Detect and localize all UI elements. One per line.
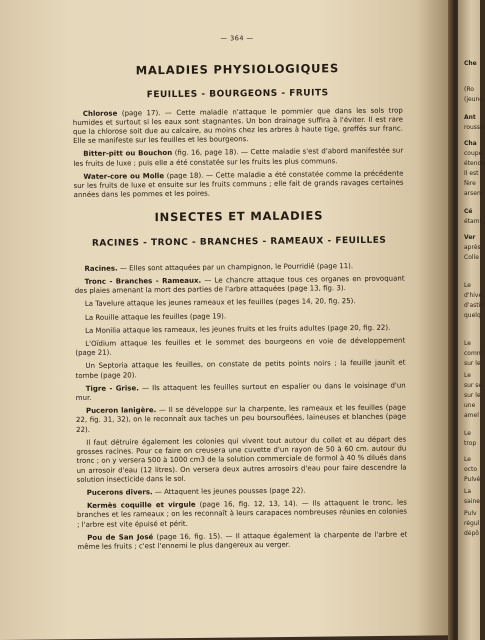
entry-text: La Monilia attaque les rameaux, les jeunes fruits et les fruits adultes (page 20, fig. 22). xyxy=(85,323,391,335)
entry-term: Pou de San José xyxy=(87,532,154,542)
right-page-text-fragment: Le xyxy=(464,430,471,437)
entry-paragraph xyxy=(75,359,405,381)
right-page-text-fragment: sur le xyxy=(464,392,481,399)
heading-insectes-et-maladies: INSECTES ET MALADIES xyxy=(154,208,324,225)
entry-text: (page 18). — Cette maladie a été constatée comme la précédente sur les fruits de luxe et ensuite sur les fruits communs ; elle fait de grands ravages certaines années dans les pommes et les poires. xyxy=(73,169,404,200)
right-page-text-fragment: Ver xyxy=(464,234,476,241)
right-page-text-fragment: Ant xyxy=(464,114,476,121)
right-page-text-fragment: quelq xyxy=(464,312,481,319)
entry-text: (page 16, fig. 15). — Il attaque également la charpente de l'arbre et même les fruits ; c'est l'ennemi le plus dangereux au verger. xyxy=(77,530,408,551)
heading-maladies-physiologiques: MALADIES PHYSIOLOGIQUES xyxy=(135,61,340,78)
entry-text: — Il se développe sur la charpente, les rameaux et les feuilles (page 22, fig. 31, 32), on le reconnaît aux taches un peu boursouflées, laineuses et blanches (page 22). xyxy=(75,403,407,434)
entry-paragraph xyxy=(77,485,407,498)
entry-paragraph xyxy=(75,337,405,359)
right-page-text-fragment: La xyxy=(464,488,472,495)
entry-paragraph xyxy=(76,435,406,484)
entry-text: (fig. 16, page 18). — Cette maladie s'est d'abord manifestée sur les fruits de luxe ; puis elle a été constatée sur les fruits les plus communs. xyxy=(73,146,404,168)
right-page-text-fragment: Pulvé xyxy=(464,476,481,483)
right-page-text-fragment: Cha xyxy=(464,140,477,147)
right-page-text-fragment: d'astic xyxy=(464,302,484,309)
entry-paragraph xyxy=(77,499,407,530)
entry-term: Bitter-pitt ou Bouchon xyxy=(83,149,173,159)
entry-text: La Rouille attaque les feuilles (page 19). xyxy=(84,312,227,322)
entry-paragraph xyxy=(77,530,407,552)
right-page-text-fragment: (Ro xyxy=(464,86,474,93)
right-page-text-fragment: Le xyxy=(464,456,471,463)
right-page-text-fragment: Il est xyxy=(464,170,479,177)
subheading-feuilles-bourgeons-fruits: FEUILLES - BOURGEONS - FRUITS xyxy=(146,88,329,101)
entry-text: — Le chancre attaque tous ces organes en provoquant des plaies amenant la mort des parties de l'arbre attaquées (page 13, fig. 3). xyxy=(74,274,405,296)
entry-term: Racines. xyxy=(84,264,118,273)
right-page-text-fragment: étendu xyxy=(464,160,485,167)
right-page-text-fragment: fère xyxy=(464,180,476,187)
right-page-text-fragment: étami xyxy=(464,218,482,225)
entry-text: — Elles sont attaquées par un champignon, le Pourridié (page 11). xyxy=(117,261,354,273)
right-page-text-fragment: Colle xyxy=(464,254,479,261)
entry-text: Il faut détruire également les colonies qui vivent tout autour du collet et au départ des grosses racines. Pour ce faire on creusera une cuvette d'un rayon de 50 à 60 cm. autour du tronc ; on y versera 500 à 1000 cm3 de la solution commerciale de formol à 40 % dilués dans un arrosoir d'eau (12 litres). On versera deux autres arrosoirs d'eau pour faire descendre la solution insecticide dans le sol. xyxy=(76,435,407,484)
entry-term: Water-core ou Molle xyxy=(83,171,165,181)
entry-term: Chlorose xyxy=(82,109,118,118)
right-page-text-fragment: saine xyxy=(464,498,480,505)
entry-paragraph xyxy=(75,323,405,336)
entry-text: Un Septoria attaque les feuilles, on constate de petits points noirs ; la feuille jaunit et tombe (page 20). xyxy=(75,358,406,380)
entry-term: Kermès coquille et virgule xyxy=(86,500,196,510)
right-page-text-fragment: dépô xyxy=(464,530,479,537)
entry-paragraph xyxy=(73,106,403,146)
entry-paragraph xyxy=(75,297,405,310)
subheading-racines-tronc: RACINES - TRONC - BRANCHES - RAMEAUX - FEUILLES xyxy=(91,235,387,249)
entry-text: L'Oïdium attaque les feuilles et le sommet des bourgeons en voie de développement (page 21). xyxy=(75,336,406,358)
right-page-text-fragment: trop xyxy=(464,440,477,447)
page-content xyxy=(72,33,407,557)
entry-term: Tronc - Branches - Rameaux. xyxy=(84,276,202,286)
entry-paragraph xyxy=(75,310,405,323)
entry-paragraph xyxy=(75,275,405,297)
entry-text: La Tavelure attaque les jeunes rameaux et les feuilles (pages 14, 20, fig. 25). xyxy=(84,297,356,309)
entry-paragraph xyxy=(76,404,406,435)
entry-term: Pucerons divers. xyxy=(86,488,153,497)
entry-paragraph xyxy=(73,169,403,200)
entry-text: (page 16, fig. 12, 13, 14). — Ils attaquent le tronc, les branches et les rameaux ; on les reconnaît à leurs carapaces nombreuses réunies en colonies ; l'arbre est vite épuisé et périt. xyxy=(76,498,408,529)
entry-paragraph xyxy=(76,381,406,403)
right-page-text-fragment: Le xyxy=(464,340,471,347)
entry-paragraph xyxy=(73,147,403,169)
right-page-text-fragment: Che xyxy=(464,60,477,67)
physio-entries xyxy=(73,106,404,200)
right-page-edge xyxy=(458,0,485,640)
right-page-text-fragment: octo xyxy=(464,466,477,473)
right-page-text-fragment: sur le xyxy=(464,360,481,367)
right-page-text-fragment: d'hive xyxy=(464,292,483,299)
right-page-text-fragment: régul xyxy=(464,520,480,527)
right-page-text-fragment: une xyxy=(464,402,476,409)
entry-term: Tigre - Grise. xyxy=(85,384,139,393)
right-page-text-fragment: rousse xyxy=(464,124,484,131)
right-page-text-fragment: coupe xyxy=(464,150,483,157)
right-page-text-fragment: Cé xyxy=(464,208,473,215)
right-page-text-fragment: arseni xyxy=(464,190,483,197)
right-page-text-fragment: comm xyxy=(464,350,483,357)
entry-term: Puceron lanigère. xyxy=(85,406,157,416)
right-page-text-fragment: après xyxy=(464,244,481,251)
right-page-text-fragment: (jeune xyxy=(464,96,483,103)
entry-text: — Ils attaquent les feuilles surtout en espalier ou dans le voisinage d'un mur. xyxy=(75,381,406,403)
right-page-text-fragment: amel xyxy=(464,412,479,419)
entry-text: — Attaquent les jeunes pousses (page 22). xyxy=(152,486,306,497)
right-page-text-fragment: Le xyxy=(464,372,471,379)
right-page-text-fragment: sur se xyxy=(464,382,483,389)
page-number: — 364 — xyxy=(220,34,254,43)
right-page-text-fragment: Pulv xyxy=(464,510,477,517)
entry-text: (page 17). — Cette maladie n'attaque le pommier que dans les sols trop humides et surtout si les eaux sont stagnantes. Un bon drainage suffira à l'éviter. Il est rare que la chlorose soit due au calcaire, au moins chez les arbres à haute tige, greffés sur franc. Elle se manifeste sur les feuilles et les bourgeons. xyxy=(72,106,404,146)
right-page-text-fragment: Le xyxy=(464,282,471,289)
insect-entries xyxy=(74,261,407,552)
